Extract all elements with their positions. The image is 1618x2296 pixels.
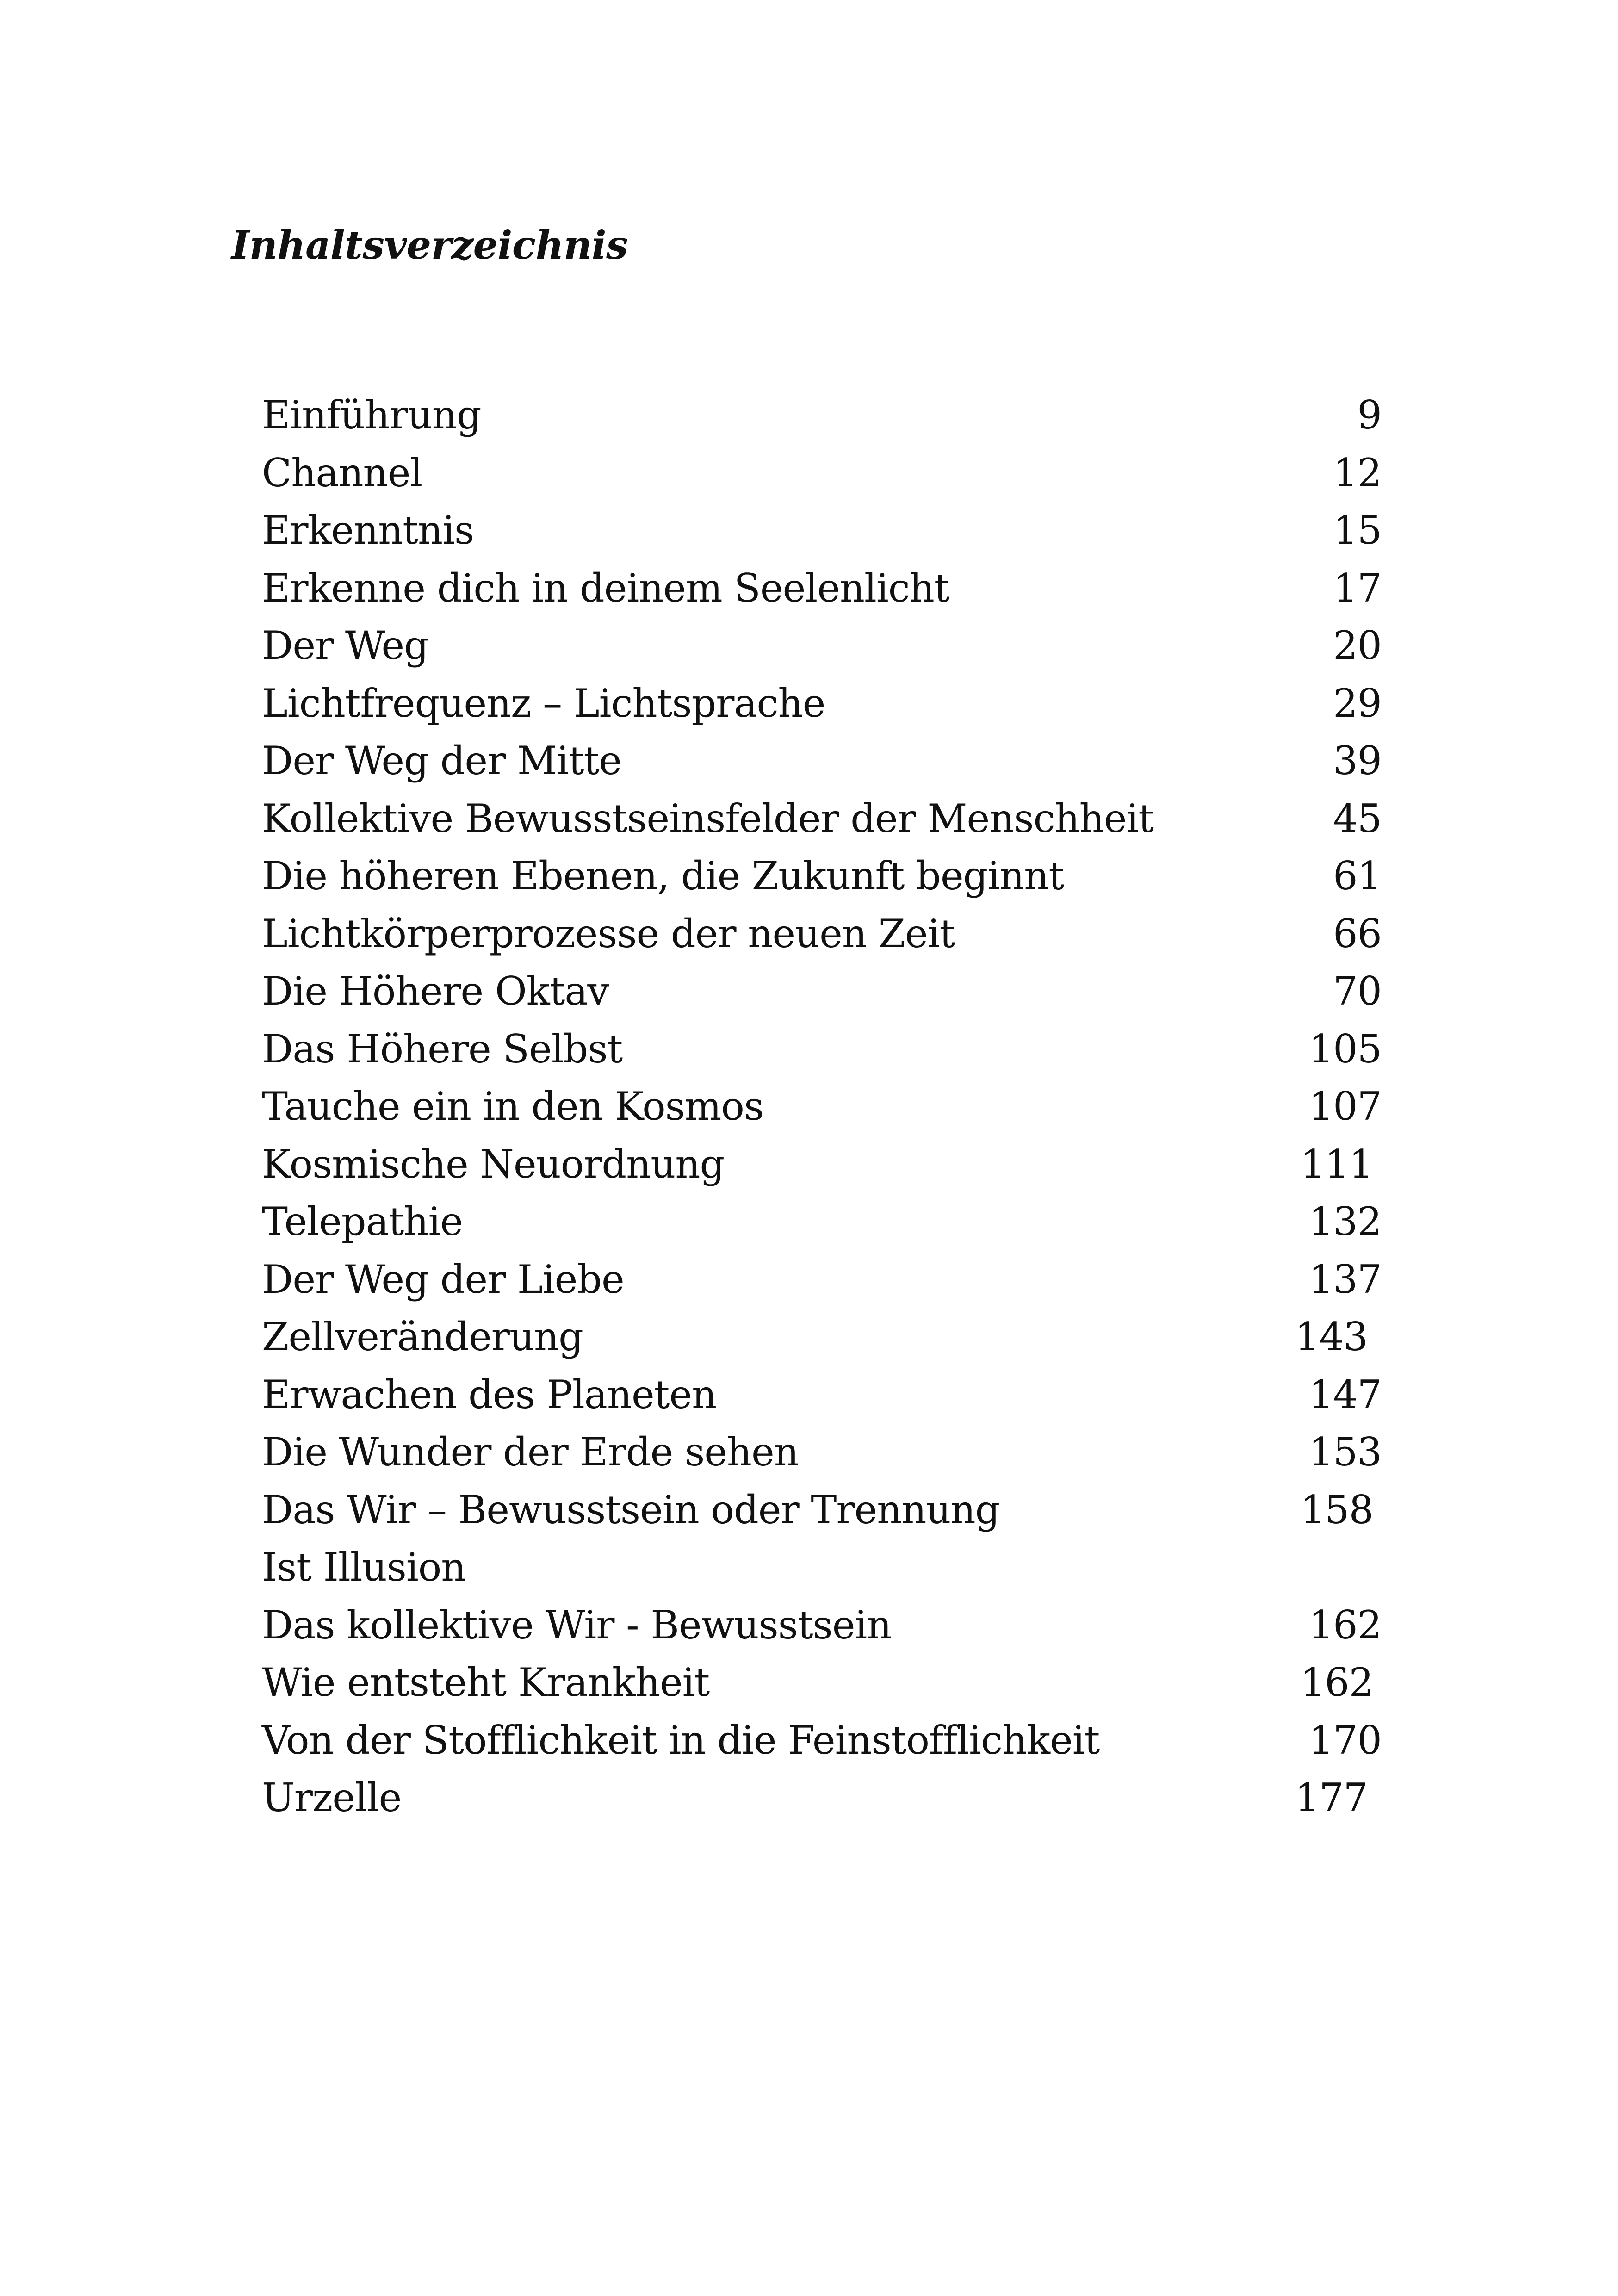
toc-entry-page: 158 <box>1300 1487 1373 1533</box>
toc-entry <box>262 1366 1382 1424</box>
toc-entry <box>262 1481 1382 1539</box>
toc-entry-title: Das Wir – Bewusstsein oder Trennung <box>262 1487 1000 1533</box>
toc-entry <box>262 1308 1382 1366</box>
toc-entry-page: 143 <box>1295 1314 1368 1359</box>
toc-entry <box>262 1596 1382 1654</box>
toc-entry-title: Zellveränderung <box>262 1314 583 1359</box>
toc-entry-title: Das Höhere Selbst <box>262 1026 623 1072</box>
toc-entry-title: Kollektive Bewusstseinsfelder der Menschheit <box>262 795 1154 841</box>
toc-entry-page: 70 <box>1333 968 1382 1014</box>
toc-entry-page: 20 <box>1333 623 1382 668</box>
toc-entry <box>262 1193 1382 1251</box>
toc-entry-title: Ist Illusion <box>262 1545 466 1590</box>
toc-entry <box>262 1539 1382 1596</box>
toc-entry <box>262 1423 1382 1481</box>
toc-entry-page: 15 <box>1333 508 1382 553</box>
toc-entry-title: Kosmische Neuordnung <box>262 1141 725 1187</box>
toc-entry-title: Das kollektive Wir - Bewusstsein <box>262 1602 892 1648</box>
toc-entry-page: 162 <box>1308 1602 1382 1648</box>
toc-entry <box>262 1251 1382 1309</box>
toc-entry-title: Der Weg <box>262 623 428 668</box>
toc-entry <box>262 1712 1382 1769</box>
toc-entry-title: Erkenntnis <box>262 508 474 553</box>
toc-entry <box>262 617 1382 675</box>
toc-entry-title: Von der Stofflichkeit in die Feinstofflichkeit <box>262 1717 1100 1763</box>
toc-entry-page: 29 <box>1333 680 1382 726</box>
toc-entry-title: Der Weg der Liebe <box>262 1256 624 1302</box>
toc-entry-page: 17 <box>1333 565 1382 611</box>
toc-entry-title: Die Höhere Oktav <box>262 968 609 1014</box>
toc-entry <box>262 444 1382 502</box>
toc-entry <box>262 1654 1382 1712</box>
toc-entry-page: 45 <box>1333 795 1382 841</box>
toc-entry <box>262 732 1382 790</box>
toc-entry-page: 132 <box>1308 1199 1382 1244</box>
toc-entry <box>262 386 1382 444</box>
toc-entry <box>262 675 1382 732</box>
toc-entry-title: Channel <box>262 450 422 496</box>
toc-entry <box>262 559 1382 617</box>
toc-entry-page: 61 <box>1333 853 1382 899</box>
toc-entry <box>262 1136 1382 1193</box>
toc-entry-page: 111 <box>1300 1141 1373 1187</box>
toc-entry-title: Der Weg der Mitte <box>262 738 622 783</box>
toc-entry-title: Erkenne dich in deinem Seelenlicht <box>262 565 949 611</box>
toc-entry-page: 9 <box>1357 392 1382 438</box>
toc-entry <box>262 905 1382 963</box>
toc-entry-page: 177 <box>1295 1775 1368 1820</box>
toc-entry-title: Lichtkörperprozesse der neuen Zeit <box>262 911 955 956</box>
toc-entry-page: 170 <box>1308 1717 1382 1763</box>
toc-entry-title: Die Wunder der Erde sehen <box>262 1429 799 1475</box>
toc-entry-title: Lichtfrequenz – Lichtsprache <box>262 680 825 726</box>
toc-entry-title: Die höheren Ebenen, die Zukunft beginnt <box>262 853 1064 899</box>
toc-entry-title: Erwachen des Planeten <box>262 1371 717 1417</box>
toc-entry <box>262 847 1382 905</box>
toc-heading: Inhaltsverzeichnis <box>231 222 628 268</box>
toc-entry-title: Einführung <box>262 392 481 438</box>
toc-entry <box>262 1020 1382 1078</box>
toc-entry-title: Urzelle <box>262 1775 402 1820</box>
toc-entry-page: 39 <box>1333 738 1382 783</box>
toc-entry-title: Wie entsteht Krankheit <box>262 1660 710 1705</box>
toc-entry-page: 137 <box>1308 1256 1382 1302</box>
toc-entry-page: 105 <box>1308 1026 1382 1072</box>
toc-entry-page: 12 <box>1333 450 1382 496</box>
toc-entry-page: 147 <box>1308 1371 1382 1417</box>
toc-entry-page: 162 <box>1300 1660 1373 1705</box>
toc-entry-page: 66 <box>1333 911 1382 956</box>
toc-entry-title: Telepathie <box>262 1199 463 1244</box>
table-of-contents <box>262 386 1382 1827</box>
toc-entry <box>262 790 1382 848</box>
toc-entry <box>262 1078 1382 1136</box>
toc-entry <box>262 502 1382 559</box>
toc-entry-page: 107 <box>1308 1084 1382 1129</box>
toc-entry <box>262 1769 1382 1827</box>
toc-entry <box>262 962 1382 1020</box>
toc-entry-title: Tauche ein in den Kosmos <box>262 1084 764 1129</box>
toc-entry-page: 153 <box>1308 1429 1382 1475</box>
